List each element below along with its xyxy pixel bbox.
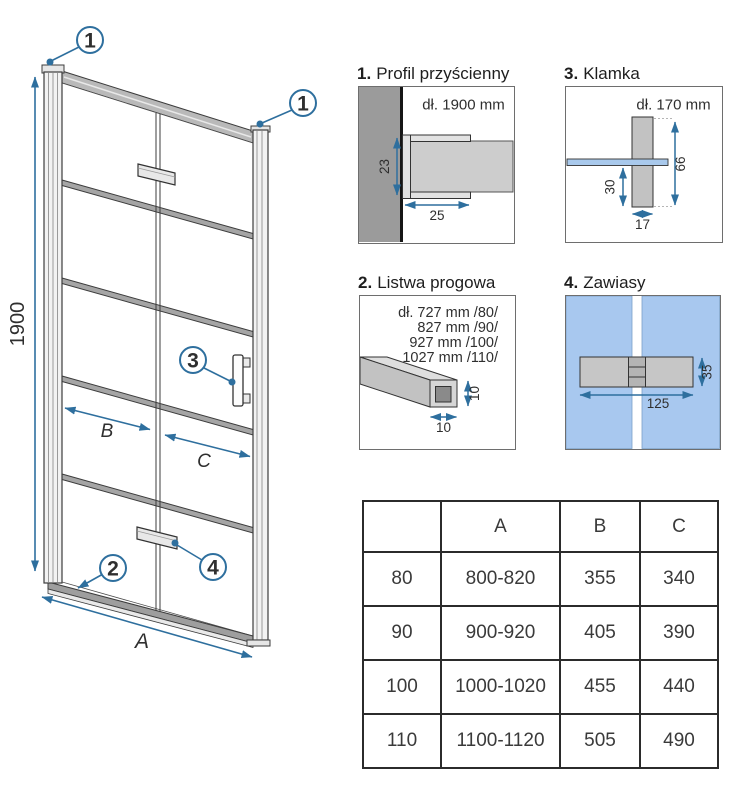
detail-zawiasy-title [564, 273, 646, 293]
table-row [363, 660, 718, 714]
callout-1-right [257, 90, 317, 128]
detail-klamka-length: dł. 170 mm [636, 96, 711, 114]
callout-dot [172, 540, 179, 547]
detail-listwa-label: Listwa progowa [377, 273, 496, 292]
detail-listwa-drawing [359, 295, 516, 450]
glass-pane-section [408, 141, 513, 192]
dimension-b-label: B [100, 421, 114, 442]
callout-1-right-number: 1 [297, 92, 309, 116]
dimension-height-label: 1900 [7, 301, 29, 347]
detail-klamka-number: 3. [564, 64, 579, 83]
length-line-90: 827 mm /90/ [417, 320, 498, 336]
threshold-length-lines [398, 305, 499, 366]
dimension-listwa-height-label: 10 [467, 385, 482, 402]
header-b: B [560, 501, 640, 552]
length-line-110: 1027 mm /110/ [402, 350, 498, 366]
detail-zawiasy-drawing [565, 295, 721, 450]
table-row [363, 714, 718, 768]
dimension-klamka-total [673, 122, 688, 205]
cell-c: 390 [640, 606, 718, 660]
dimension-profil-width-label: 25 [429, 208, 445, 223]
header-a: A [441, 501, 560, 552]
callout-1-left [47, 27, 104, 66]
callout-1-left-number: 1 [84, 29, 96, 53]
detail-klamka-drawing [565, 86, 723, 244]
length-line-80: dł. 727 mm /80/ [398, 305, 498, 321]
detail-zawiasy-number: 4. [564, 273, 579, 292]
door-glass-panel [62, 83, 253, 636]
cell-b: 405 [560, 606, 640, 660]
dimension-listwa-height [467, 381, 482, 406]
dimension-zawiasy-width-label: 125 [646, 396, 670, 411]
size-table [362, 500, 719, 769]
detail-klamka-title [564, 64, 640, 84]
glass-pane-section [567, 159, 668, 166]
detail-listwa-number: 2. [358, 273, 373, 292]
cell-a: 900-920 [441, 606, 560, 660]
size-table-header-row [363, 501, 718, 552]
detail-profil-drawing [358, 86, 515, 244]
dimension-klamka-width [633, 214, 653, 232]
callout-4-number: 4 [207, 556, 219, 580]
door-left-wall-profile [42, 65, 64, 583]
dimension-height-1900 [7, 77, 35, 571]
header-size [363, 501, 441, 552]
dimension-klamka-width-label: 17 [634, 217, 651, 232]
callout-dot [229, 379, 236, 386]
detail-profil-label: Profil przyścienny [376, 64, 510, 83]
detail-zawiasy-label: Zawiasy [583, 273, 646, 292]
detail-klamka-label: Klamka [583, 64, 640, 83]
dimension-c-label: C [197, 451, 211, 472]
callout-dot [47, 59, 54, 66]
cell-size: 110 [363, 714, 441, 768]
cell-a: 1100-1120 [441, 714, 560, 768]
hinge-plate [580, 357, 693, 387]
dimension-klamka-total-label: 66 [673, 156, 688, 172]
dimension-listwa-width-label: 10 [435, 420, 452, 435]
door-technical-drawing [0, 0, 335, 700]
cell-size: 80 [363, 552, 441, 606]
detail-profil-title [357, 64, 509, 84]
cell-size: 90 [363, 606, 441, 660]
dimension-zawiasy-height-label: 35 [699, 364, 715, 380]
dimension-klamka-offset [603, 168, 624, 206]
cell-a: 800-820 [441, 552, 560, 606]
dimension-a-label: A [134, 630, 150, 653]
callout-dot [257, 121, 264, 128]
cell-b: 505 [560, 714, 640, 768]
detail-profil-length: dł. 1900 mm [422, 96, 505, 114]
cell-c: 490 [640, 714, 718, 768]
header-c: C [640, 501, 718, 552]
detail-listwa-title [358, 273, 495, 293]
detail-profil-number: 1. [357, 64, 372, 83]
dimension-profil-width [405, 205, 469, 223]
length-line-100: 927 mm /100/ [409, 335, 498, 351]
callout-2-number: 2 [107, 557, 119, 581]
cell-b: 355 [560, 552, 640, 606]
cell-size: 100 [363, 660, 441, 714]
dimension-listwa-width [431, 417, 457, 435]
callout-3-number: 3 [187, 349, 199, 373]
dimension-klamka-offset-label: 30 [602, 179, 618, 195]
table-row [363, 606, 718, 660]
cell-a: 1000-1020 [441, 660, 560, 714]
cell-c: 440 [640, 660, 718, 714]
dimension-profil-depth-label: 23 [377, 158, 392, 175]
cell-b: 455 [560, 660, 640, 714]
cell-c: 340 [640, 552, 718, 606]
table-row [363, 552, 718, 606]
